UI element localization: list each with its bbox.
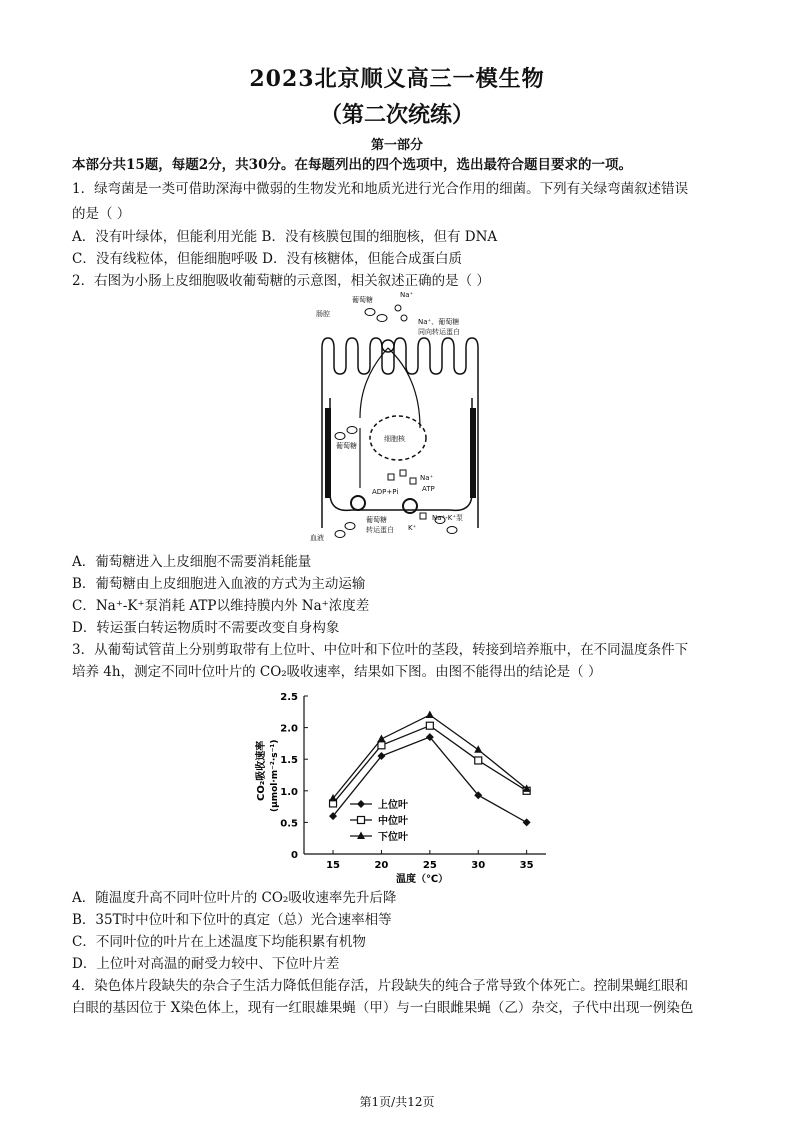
legend-label: 上位叶 bbox=[378, 800, 408, 811]
q1-stem-line2: 的是（ ） bbox=[72, 206, 131, 222]
lumen-label: 肠腔 bbox=[316, 310, 330, 318]
glucose-inside-label: 葡萄糖 bbox=[336, 442, 357, 450]
x-tick-label: 35 bbox=[519, 860, 534, 871]
chart-legend bbox=[350, 798, 409, 843]
k-label: K⁺ bbox=[408, 524, 417, 532]
data-point-triangle bbox=[357, 832, 365, 840]
chart-y-axis-unit: (μmol·m⁻²·s⁻¹) bbox=[270, 739, 280, 812]
blood-label: 血液 bbox=[310, 534, 324, 542]
page-footer: 第1页/共12页 bbox=[359, 1095, 435, 1109]
data-point-square bbox=[358, 817, 365, 824]
q1-options-line1: A．没有叶绿体，但能利用光能 B．没有核膜包围的细胞核，但有 DNA bbox=[72, 229, 498, 245]
q3-stem-line2: 培养 4h，测定不同叶位叶片的 CO₂吸收速率，结果如下图。由图不能得出的结论是（ ） bbox=[72, 664, 602, 680]
co2-uptake-chart bbox=[246, 686, 556, 886]
symporter-label-2: 同向转运蛋白 bbox=[418, 328, 460, 336]
q3-option-d: D．上位叶对高温的耐受力较中、下位叶片差 bbox=[72, 956, 340, 972]
y-tick-label: 0.5 bbox=[280, 818, 298, 830]
legend-label: 下位叶 bbox=[378, 832, 408, 843]
data-point-square bbox=[475, 757, 482, 764]
q4-stem-line2: 白眼的基因位于 X染色体上，现有一红眼雄果蝇（甲）与一白眼雌果蝇（乙）杂交，子代中出现一例染色 bbox=[72, 1000, 694, 1016]
y-tick-label: 1.5 bbox=[280, 755, 298, 767]
x-tick-label: 30 bbox=[471, 860, 486, 871]
q4-stem-line1: 4．染色体片段缺失的杂合子生活力降低但能存活，片段缺失的纯合子常导致个体死亡。控制果蝇红眼和 bbox=[72, 978, 689, 994]
page-title: 2023北京顺义高三一模生物 bbox=[249, 66, 545, 92]
data-point-triangle bbox=[426, 710, 434, 718]
data-point-diamond bbox=[357, 800, 365, 808]
x-tick-label: 25 bbox=[422, 860, 437, 871]
symporter-label-1: Na⁺、葡萄糖 bbox=[418, 318, 460, 326]
q2-stem: 2．右图为小肠上皮细胞吸收葡萄糖的示意图，相关叙述正确的是（ ） bbox=[72, 273, 490, 289]
q2-option-b: B．葡萄糖由上皮细胞进入血液的方式为主动运输 bbox=[72, 576, 366, 592]
chart-x-axis-label: 温度（℃） bbox=[396, 874, 449, 885]
adp-label: ADP+Pi bbox=[372, 488, 399, 496]
na-right-label: Na⁺ bbox=[420, 474, 434, 482]
chart-y-axis-label: CO₂吸收速率 bbox=[256, 740, 267, 801]
y-tick-label: 0 bbox=[291, 850, 298, 861]
section-instruction: 本部分共15题，每题2分，共30分。在每题列出的四个选项中，选出最符合题目要求的一项。 bbox=[72, 157, 632, 173]
chart-axes bbox=[280, 692, 546, 871]
q1-stem-line1: 1．绿弯菌是一类可借助深海中微弱的生物发光和地质光进行光合作用的细菌。下列有关绿弯菌叙述错误 bbox=[72, 181, 689, 197]
glucose-carrier-label-2: 转运蛋白 bbox=[366, 526, 394, 534]
section-title: 第一部分 bbox=[370, 138, 423, 153]
legend-label: 中位叶 bbox=[378, 816, 408, 827]
q3-option-b: B．35T时中位叶和下位叶的真定（总）光合速率相等 bbox=[72, 912, 392, 928]
na-top-label: Na⁺ bbox=[400, 291, 414, 299]
series-line-0 bbox=[333, 737, 527, 822]
q2-option-c: C．Na⁺-K⁺泵消耗 ATP以维持膜内外 Na⁺浓度差 bbox=[72, 598, 370, 614]
q2-cell-diagram bbox=[300, 288, 500, 548]
chart-series bbox=[329, 710, 531, 826]
y-tick-label: 2.0 bbox=[280, 723, 298, 735]
q2-option-d: D．转运蛋白转运物质时不需要改变自身构象 bbox=[72, 620, 340, 636]
q1-options-line2: C．没有线粒体，但能细胞呼吸 D．没有核糖体，但能合成蛋白质 bbox=[72, 251, 462, 267]
q3-option-c: C．不同叶位的叶片在上述温度下均能积累有机物 bbox=[72, 934, 366, 950]
data-point-triangle bbox=[474, 745, 482, 753]
x-tick-label: 20 bbox=[374, 860, 389, 871]
glucose-carrier-label-1: 葡萄糖 bbox=[366, 516, 387, 524]
y-tick-label: 1.0 bbox=[280, 786, 298, 798]
data-point-diamond bbox=[523, 818, 531, 826]
page-subtitle: （第二次统练） bbox=[319, 102, 474, 128]
q3-stem-line1: 3．从葡萄试管苗上分别剪取带有上位叶、中位叶和下位叶的茎段，转接到培养瓶中，在不同温度条件下 bbox=[72, 642, 689, 658]
pump-label: Na⁺-K⁺泵 bbox=[432, 514, 464, 522]
atp-label: ATP bbox=[422, 485, 435, 493]
y-tick-label: 2.5 bbox=[280, 692, 298, 703]
glucose-top-label: 葡萄糖 bbox=[352, 296, 373, 304]
x-tick-label: 15 bbox=[326, 860, 341, 871]
q3-option-a: A．随温度升高不同叶位叶片的 CO₂吸收速率先升后降 bbox=[72, 890, 397, 906]
q2-option-a: A．葡萄糖进入上皮细胞不需要消耗能量 bbox=[72, 554, 312, 570]
data-point-square bbox=[426, 722, 433, 729]
nucleus-label: 细胞核 bbox=[384, 435, 405, 443]
